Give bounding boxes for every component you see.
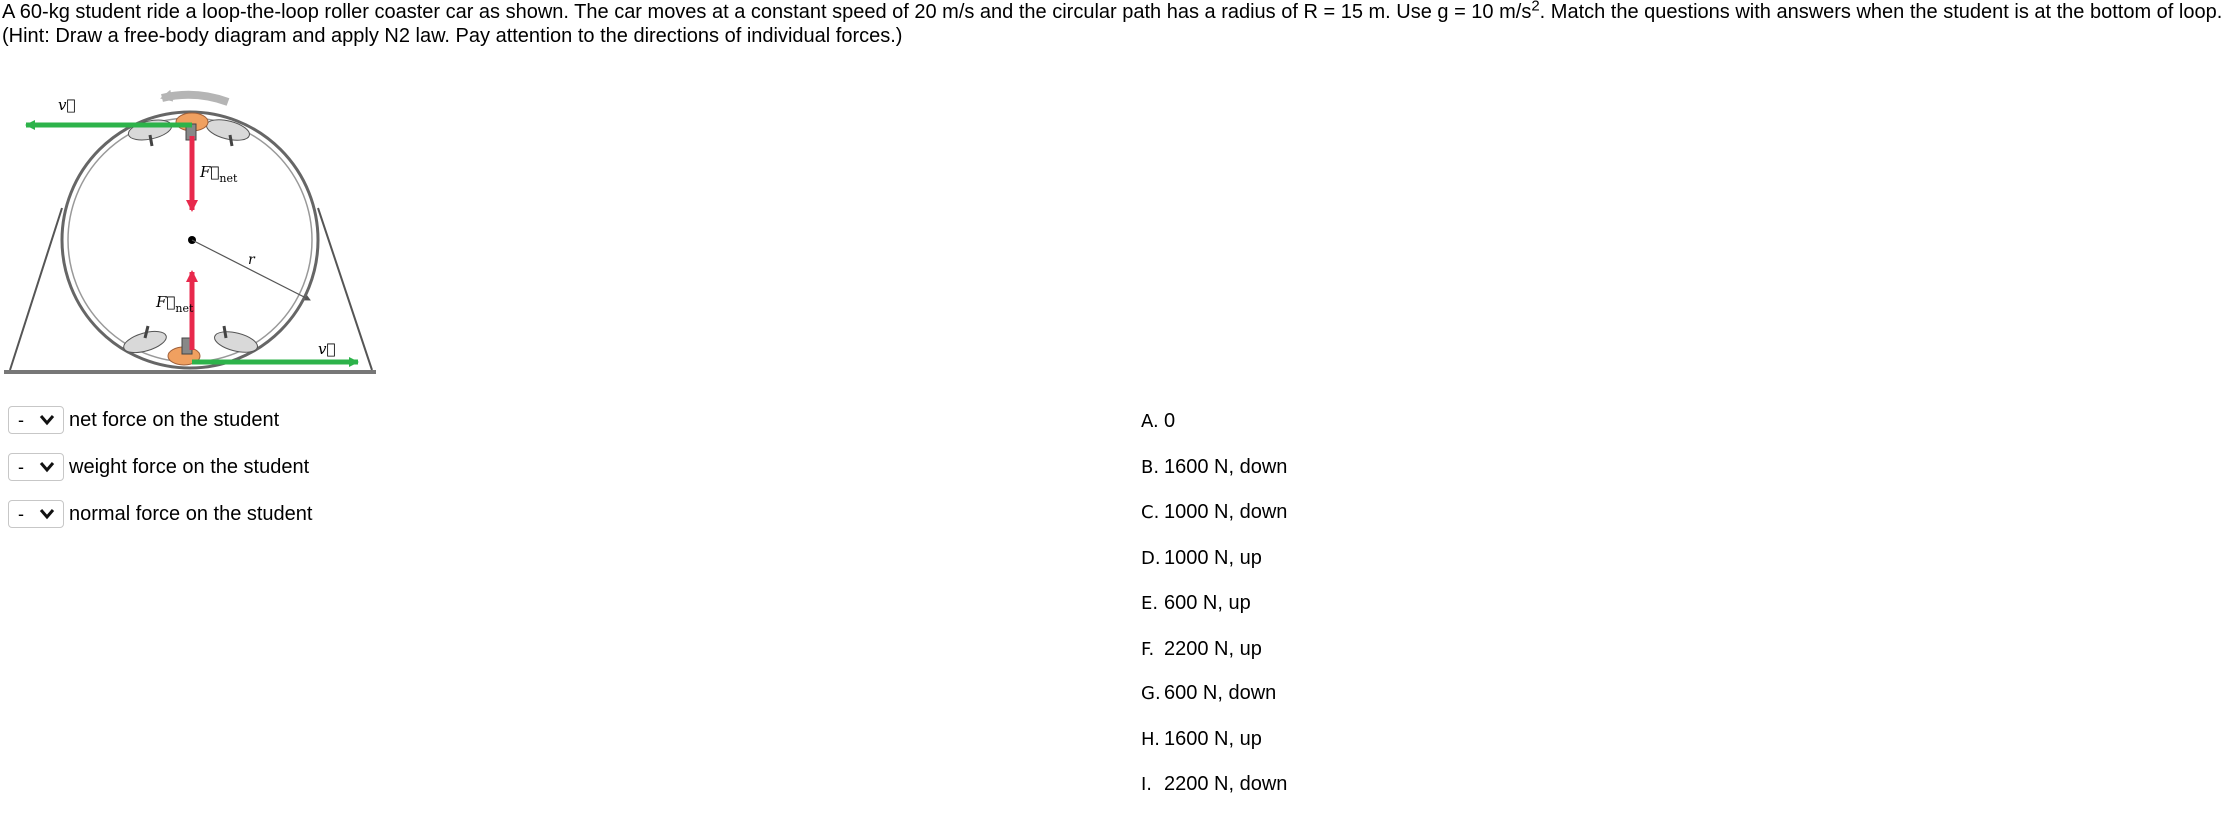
select-value: - xyxy=(18,409,24,430)
answer-choice-a xyxy=(1141,408,1175,434)
answer-text: 1000 N, down xyxy=(1164,500,1288,523)
answer-select-net-force[interactable] xyxy=(8,406,64,434)
question-superscript: 2 xyxy=(1531,0,1540,15)
question-line1-end: . Match the questions with answers when the student is at the bottom of loop. xyxy=(1539,1,2223,23)
answer-letter: E. xyxy=(1141,592,1159,614)
answer-choice-i xyxy=(1141,771,1287,797)
answer-letter: H. xyxy=(1141,728,1160,750)
top-cart-right xyxy=(204,116,251,146)
question-text xyxy=(2,0,2238,48)
chevron-down-icon xyxy=(39,461,55,473)
answer-text: 2200 N, up xyxy=(1164,637,1262,660)
answer-choice-b xyxy=(1141,454,1287,480)
answer-choice-h xyxy=(1141,726,1262,752)
answer-letter: G. xyxy=(1141,682,1161,704)
answer-select-weight-force[interactable] xyxy=(8,453,64,481)
row-label-weight-force: weight force on the student xyxy=(69,455,310,478)
net-force-label-top: $F⃗_{net}$ xyxy=(200,163,238,185)
answer-text: 0 xyxy=(1164,409,1176,432)
bottom-cart-left xyxy=(121,326,168,357)
net-force-label-bottom: $F⃗_{net}$ xyxy=(156,293,194,315)
question-hint: (Hint: Draw a free-body diagram and apply N2 law. Pay attention to the directions of individual forces.) xyxy=(2,25,903,47)
chevron-down-icon xyxy=(39,414,55,426)
match-row-normal-force xyxy=(8,499,312,529)
answer-choice-c xyxy=(1141,499,1287,525)
bottom-cart-right xyxy=(212,326,259,356)
support-leg-left xyxy=(10,208,62,370)
match-row-net-force xyxy=(8,405,279,435)
answer-text: 1600 N, up xyxy=(1164,727,1262,750)
answer-select-normal-force[interactable] xyxy=(8,500,64,528)
select-value: - xyxy=(18,456,24,477)
radius-label: r xyxy=(248,252,255,268)
row-label-normal-force: normal force on the student xyxy=(69,502,313,525)
select-value: - xyxy=(18,503,24,524)
answer-text: 2200 N, down xyxy=(1164,772,1288,795)
answer-choice-d xyxy=(1141,545,1262,571)
answer-letter: D. xyxy=(1141,547,1161,569)
answer-letter: I. xyxy=(1141,773,1153,795)
answer-choice-g xyxy=(1141,680,1276,706)
answer-text: 600 N, down xyxy=(1164,681,1277,704)
velocity-label-top: v⃗ xyxy=(58,96,76,114)
radius-line xyxy=(192,240,310,300)
answer-text: 1600 N, down xyxy=(1164,455,1288,478)
answer-choice-e xyxy=(1141,590,1251,616)
answer-text: 1000 N, up xyxy=(1164,546,1262,569)
loop-diagram xyxy=(0,80,390,390)
answer-letter: B. xyxy=(1141,456,1160,478)
top-cart-left xyxy=(127,117,174,146)
row-label-net-force: net force on the student xyxy=(69,408,280,431)
question-line1: A 60-kg student ride a loop-the-loop roller coaster car as shown. The car moves at a constant speed of 20 m/s and the circular path has a radius of R = 15 m. Use g = 10 m/s xyxy=(2,1,1532,23)
match-row-weight-force xyxy=(8,452,309,482)
answer-choice-f xyxy=(1141,636,1262,662)
chevron-down-icon xyxy=(39,508,55,520)
answer-letter: A. xyxy=(1141,410,1159,432)
rotation-arrow xyxy=(162,95,228,102)
answer-letter: C. xyxy=(1141,501,1160,523)
answer-letter: F. xyxy=(1141,638,1155,660)
velocity-label-bottom: v⃗ xyxy=(318,340,336,358)
answer-text: 600 N, up xyxy=(1164,591,1251,614)
